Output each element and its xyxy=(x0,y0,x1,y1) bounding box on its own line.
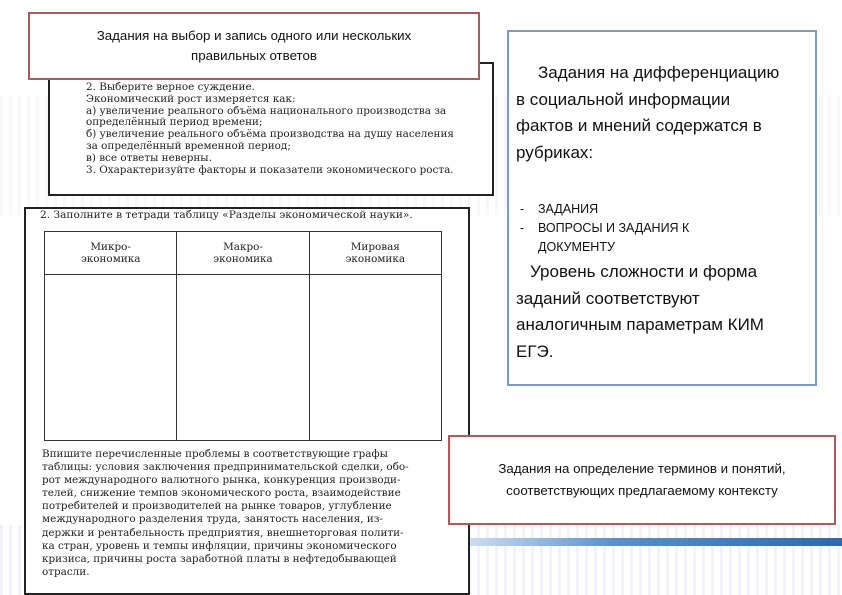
info-line: рубриках: xyxy=(516,142,594,162)
table-header-macro xyxy=(177,232,309,275)
info-line: Задания на дифференциацию xyxy=(538,63,780,82)
caption-line: правильных ответов xyxy=(191,48,317,63)
header-line: Мировая xyxy=(350,241,400,253)
dash-marker: - xyxy=(520,202,525,216)
para-line: держки и рентабельность предприятия, внешнеторговая полити- xyxy=(42,526,404,539)
para-line: международного разделения труда, занятость населения, из- xyxy=(42,513,383,526)
scan-questions-text xyxy=(86,82,456,176)
para-line: телей, снижение темпов экономического роста, взаимодействие xyxy=(42,487,401,500)
scan-line: за определённый временной период; xyxy=(86,140,291,152)
table-cell-empty xyxy=(45,275,177,441)
info-paragraph-difficulty xyxy=(516,259,806,365)
scan-line: а) увеличение реального объёма национального производства за xyxy=(86,105,447,117)
info-line: ЕГЭ. xyxy=(516,341,554,361)
caption-line: соответствующих предлагаемому контексту xyxy=(506,483,778,498)
scan-line: Экономический рост измеряется как: xyxy=(86,93,296,105)
table-header-world xyxy=(309,232,441,275)
table-cell-empty xyxy=(309,275,441,441)
scan-table-task xyxy=(24,207,470,595)
rubric-label: ЗАДАНИЯ xyxy=(538,202,599,216)
info-line: в социальной информации xyxy=(516,89,731,109)
info-line: Уровень сложности и форма xyxy=(530,262,758,281)
caption-choice-tasks xyxy=(28,12,480,80)
para-line: рот международного валютного рынка, конкуренция производи- xyxy=(42,474,401,487)
rubric-list xyxy=(516,200,806,257)
economics-table xyxy=(44,231,442,441)
header-line: экономика xyxy=(80,253,141,265)
para-line: Впишите перечисленные проблемы в соответствующие графы xyxy=(42,448,388,460)
table-header-micro xyxy=(45,232,177,275)
info-line: фактов и мнений содержатся в xyxy=(516,116,762,135)
table-cell-empty xyxy=(177,275,309,441)
scan-line: 3. Охарактеризуйте факторы и показатели экономического роста. xyxy=(86,164,454,176)
para-line: ка стран, уровень и темпы инфляции, причины экономического xyxy=(42,539,397,552)
info-line: аналогичным параметрам КИМ xyxy=(516,315,764,334)
para-line: потребителей и производителей на рынке товаров, углубление xyxy=(42,500,392,513)
accent-bar xyxy=(465,538,842,546)
rubric-label: ВОПРОСЫ И ЗАДАНИЯ К xyxy=(538,221,690,235)
para-line: отрасли. xyxy=(42,565,90,578)
header-line: экономика xyxy=(345,253,406,265)
scan-questions xyxy=(48,62,494,196)
para-line: таблицы: условия заключения предпринимательской сделки, обо- xyxy=(42,461,409,474)
caption-line: Задания на выбор и запись одного или нескольких xyxy=(96,28,412,43)
scan-line: б) увеличение реального объёма производства на душу населения xyxy=(86,129,454,141)
scan-line: определённый период времени; xyxy=(86,117,263,129)
header-line: Микро- xyxy=(90,241,131,253)
rubric-item xyxy=(516,200,806,219)
info-line: заданий соответствуют xyxy=(516,288,700,308)
rubric-label: ДОКУМЕНТУ xyxy=(538,240,615,254)
scan-table-heading: 2. Заполните в тетради таблицу «Разделы экономической науки». xyxy=(40,209,413,221)
caption-line: Задания на определение терминов и понятий, xyxy=(498,461,786,476)
info-paragraph-rubrics xyxy=(516,60,806,166)
dash-marker: - xyxy=(520,221,525,235)
scan-line: 2. Выберите верное суждение. xyxy=(86,82,255,93)
header-line: экономика xyxy=(213,253,273,265)
caption-terms-tasks xyxy=(448,435,836,525)
scan-table-instructions xyxy=(42,448,452,579)
header-line: Макро- xyxy=(223,241,263,253)
info-box xyxy=(507,30,817,386)
scan-line: в) все ответы неверны. xyxy=(86,152,212,164)
para-line: кризиса, причины роста заработной платы в нефтедобывающей xyxy=(42,552,397,565)
rubric-item xyxy=(516,219,806,257)
